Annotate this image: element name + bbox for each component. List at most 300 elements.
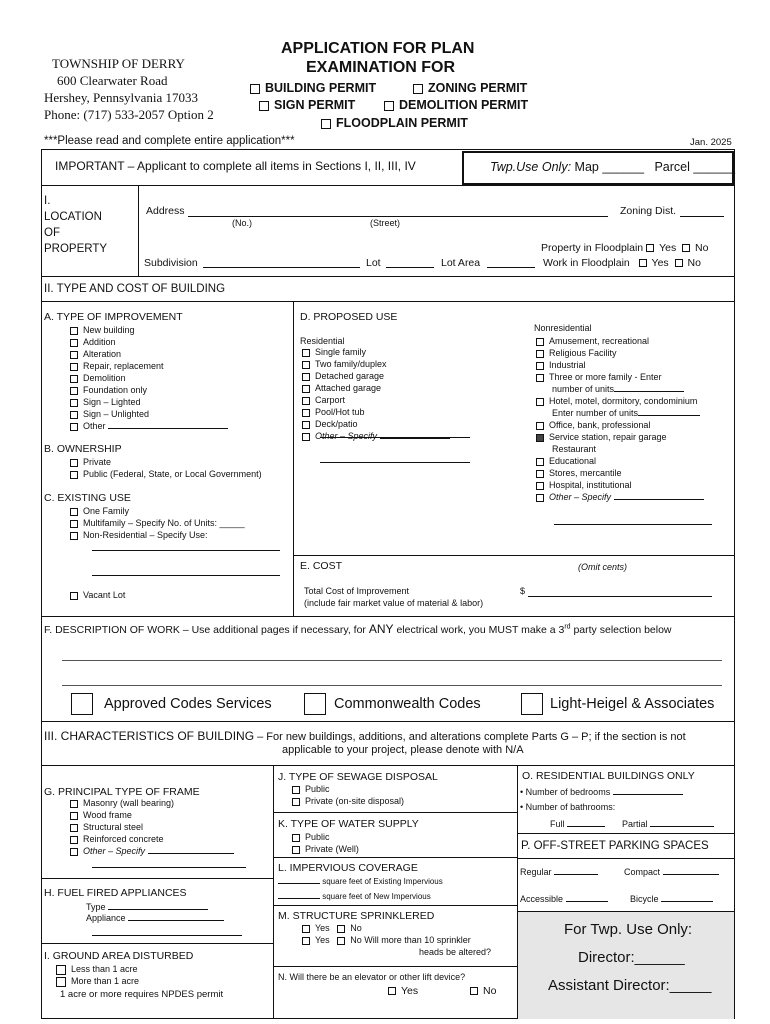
building-permit-checkbox[interactable] <box>250 84 260 94</box>
parking-regular-row <box>520 867 598 877</box>
res-deck[interactable] <box>302 418 450 430</box>
floodplain-question-row <box>541 242 708 254</box>
npdes-note: 1 acre or more requires NPDES permit <box>60 989 224 1000</box>
option-label: Hospital, institutional <box>549 480 632 490</box>
floodplain-no-label: No <box>695 242 709 254</box>
appliance-field-2[interactable] <box>92 935 242 936</box>
sign-permit-label: SIGN PERMIT <box>274 98 356 112</box>
option-label: New building <box>83 325 135 335</box>
bedrooms-field[interactable] <box>613 793 683 795</box>
address-street-caption: (Street) <box>370 218 401 228</box>
frame-other-field[interactable] <box>148 852 234 854</box>
checkbox[interactable] <box>70 471 78 479</box>
option-label: Public <box>305 832 330 842</box>
res-single-family[interactable] <box>302 346 450 358</box>
hotel-units-field[interactable] <box>638 414 700 416</box>
checkbox[interactable] <box>302 385 310 393</box>
zoning-dist-field[interactable] <box>680 216 724 217</box>
type-improvement-title: A. TYPE OF IMPROVEMENT <box>44 311 183 323</box>
omit-cents-note: (Omit cents) <box>578 562 628 572</box>
existing-use-title: C. EXISTING USE <box>44 492 131 504</box>
heads-yes-label: Yes <box>315 935 330 945</box>
permit-demolition-option[interactable] <box>384 98 528 112</box>
checkbox[interactable] <box>56 965 66 975</box>
res-pool[interactable] <box>302 406 450 418</box>
checkbox[interactable] <box>70 399 78 407</box>
appliance-row <box>86 913 224 923</box>
residential-only-title: O. RESIDENTIAL BUILDINGS ONLY <box>522 770 695 782</box>
floodplain-yes-label: Yes <box>659 242 677 254</box>
description-text-a: F. DESCRIPTION OF WORK – Use additional pages if necessary, for <box>44 624 369 636</box>
res-other-field-2[interactable] <box>320 437 470 438</box>
twp-use-row <box>490 160 735 174</box>
nonres-religious[interactable] <box>536 347 704 359</box>
nonres-other-field[interactable] <box>614 498 704 500</box>
nonres-office[interactable] <box>536 419 704 431</box>
checkbox[interactable] <box>536 434 544 442</box>
frame-other[interactable] <box>70 845 234 857</box>
sprinklered-no-checkbox[interactable] <box>337 925 345 933</box>
option-label: Masonry (wall bearing) <box>83 798 175 808</box>
existing-multifamily[interactable] <box>70 517 245 529</box>
res-attached-garage[interactable] <box>302 382 450 394</box>
sewage-public[interactable] <box>292 783 404 795</box>
twp-use-only-title: For Twp. Use Only: <box>564 921 693 938</box>
total-cost-field[interactable] <box>528 596 712 597</box>
option-label: Wood frame <box>83 810 132 820</box>
full-bath-row <box>550 819 605 829</box>
heads-no-checkbox[interactable] <box>337 937 345 945</box>
option-label: Amusement, recreational <box>549 336 650 346</box>
frame-masonry[interactable] <box>70 797 234 809</box>
option-label: Pool/Hot tub <box>315 407 365 417</box>
checkbox[interactable] <box>302 397 310 405</box>
nonres-stores[interactable] <box>536 467 704 479</box>
work-floodplain-row <box>543 257 701 269</box>
new-impervious-label: square feet of New Impervious <box>322 892 431 901</box>
option-label: Attached garage <box>315 383 382 393</box>
section2-title: II. TYPE AND COST OF BUILDING <box>44 283 226 295</box>
elevator-yes-checkbox[interactable] <box>388 987 396 995</box>
section1-label-line3: PROPERTY <box>44 243 108 255</box>
section1-label-line1: LOCATION <box>44 211 102 223</box>
parking-accessible-row <box>520 894 608 904</box>
checkbox[interactable] <box>536 482 544 490</box>
partial-bath-field[interactable] <box>650 825 714 827</box>
checkbox[interactable] <box>302 421 310 429</box>
ownership-public[interactable] <box>70 468 262 480</box>
elevator-yes-label: Yes <box>401 985 419 997</box>
parking-accessible-field[interactable] <box>566 900 608 902</box>
checkbox[interactable] <box>302 349 310 357</box>
res-carport[interactable] <box>302 394 450 406</box>
nonres-use-field-1[interactable] <box>92 550 280 551</box>
improvement-sign-unlighted[interactable] <box>70 408 228 420</box>
sewage-list <box>292 783 404 807</box>
ownership-list <box>70 456 262 480</box>
checkbox[interactable] <box>292 798 300 806</box>
floodplain-no-checkbox[interactable] <box>682 244 690 252</box>
frame-type-list <box>70 797 234 857</box>
partial-bath-row <box>622 819 714 829</box>
sprinklered-row-1 <box>302 923 362 933</box>
nonres-restaurant <box>536 443 704 455</box>
form-title-line1: APPLICATION FOR PLAN <box>281 40 475 57</box>
option-label: Public (Federal, State, or Local Government) <box>83 469 262 479</box>
option-label: One Family <box>83 506 130 516</box>
nonres-educational[interactable] <box>536 455 704 467</box>
fuel-appliances-title: H. FUEL FIRED APPLIANCES <box>44 887 187 899</box>
existing-impervious-field[interactable] <box>278 882 320 884</box>
frame-type-title: G. PRINCIPAL TYPE OF FRAME <box>44 786 200 798</box>
option-label: Other – Specify <box>315 431 378 441</box>
sprinklered-title: M. STRUCTURE SPRINKLERED <box>278 910 435 922</box>
option-label: Sign – Lighted <box>83 397 141 407</box>
building-permit-label: BUILDING PERMIT <box>265 81 377 95</box>
option-label: Structural steel <box>83 822 144 832</box>
form-title-line2: EXAMINATION FOR <box>306 59 456 76</box>
ground-area-list <box>56 963 139 987</box>
lot-area-label: Lot Area <box>441 257 481 269</box>
zoning-permit-label: ZONING PERMIT <box>428 81 528 95</box>
sprinklered-yes-checkbox[interactable] <box>302 925 310 933</box>
option-label: Sign – Unlighted <box>83 409 150 419</box>
checkbox[interactable] <box>70 824 78 832</box>
dollar-sign: $ <box>520 586 526 596</box>
checkbox[interactable] <box>70 836 78 844</box>
twp-map-field[interactable]: Map ______ <box>574 160 645 174</box>
partial-bath-label: Partial <box>622 819 648 829</box>
checkbox[interactable] <box>70 387 78 395</box>
water-private[interactable] <box>292 843 359 855</box>
improvement-alteration[interactable] <box>70 348 228 360</box>
total-cost-label: Total Cost of Improvement <box>304 586 410 596</box>
option-label: Stores, mercantile <box>549 468 622 478</box>
parking-bicycle-row <box>630 894 713 904</box>
sewage-title: J. TYPE OF SEWAGE DISPOSAL <box>278 771 438 783</box>
vacant-lot-label: Vacant Lot <box>83 590 126 600</box>
checkbox[interactable] <box>536 362 544 370</box>
checkbox[interactable] <box>292 786 300 794</box>
vacant-lot-option[interactable] <box>70 590 125 600</box>
checkbox[interactable] <box>536 374 544 382</box>
commonwealth-codes-checkbox[interactable] <box>304 693 326 715</box>
work-floodplain-yes-label: Yes <box>651 257 669 269</box>
description-text-b: electrical work, you MUST make a 3 <box>393 624 565 636</box>
fuel-type-field[interactable] <box>108 908 208 910</box>
ground-less-than-1-acre[interactable] <box>56 963 139 975</box>
option-label: Alteration <box>83 349 122 359</box>
floodplain-permit-checkbox[interactable] <box>321 119 331 129</box>
fuel-type-row <box>86 902 208 912</box>
improvement-new-building[interactable] <box>70 324 228 336</box>
res-other-field-3[interactable] <box>320 462 470 463</box>
checkbox[interactable] <box>536 338 544 346</box>
checkbox[interactable] <box>70 532 78 540</box>
ownership-private[interactable] <box>70 456 262 468</box>
approved-codes-checkbox[interactable] <box>71 693 93 715</box>
option-label: Three or more family - Enter <box>549 372 662 382</box>
parking-regular-field[interactable] <box>554 873 598 875</box>
commonwealth-codes-label: Commonwealth Codes <box>334 696 481 712</box>
lot-area-field[interactable] <box>487 267 535 268</box>
nonresidential-label: Nonresidential <box>534 323 592 333</box>
checkbox[interactable] <box>70 375 78 383</box>
section3-title-line2: applicable to your project, please denote with N/A <box>282 744 524 756</box>
township-name: TOWNSHIP OF DERRY <box>52 56 185 71</box>
vacant-lot-checkbox[interactable] <box>70 592 78 600</box>
option-label: Less than 1 acre <box>71 964 138 974</box>
checkbox[interactable] <box>70 423 78 431</box>
nonres-service-station[interactable] <box>536 431 704 443</box>
sewage-private[interactable] <box>292 795 404 807</box>
zoning-dist-label: Zoning Dist. <box>620 205 677 217</box>
improvement-addition[interactable] <box>70 336 228 348</box>
option-label: number of units <box>552 384 615 394</box>
proposed-use-title: D. PROPOSED USE <box>300 311 398 323</box>
checkbox[interactable] <box>70 459 78 467</box>
new-impervious-row <box>278 892 431 901</box>
parking-regular-label: Regular <box>520 867 552 877</box>
checkbox[interactable] <box>70 339 78 347</box>
sprinkler-heads-row <box>302 935 471 945</box>
sprinkler-heads-question: Will more than 10 sprinkler <box>364 935 471 945</box>
subdivision-field[interactable] <box>203 267 360 268</box>
option-label: Demolition <box>83 373 126 383</box>
checkbox[interactable] <box>536 422 544 430</box>
option-label: Private (Well) <box>305 844 359 854</box>
improvement-other[interactable] <box>70 420 228 432</box>
nonres-other-field-2[interactable] <box>554 524 712 525</box>
res-detached-garage[interactable] <box>302 370 450 382</box>
full-bath-label: Full <box>550 819 565 829</box>
permit-sign-option[interactable] <box>259 98 355 112</box>
checkbox[interactable] <box>536 494 544 502</box>
impervious-title: L. IMPERVIOUS COVERAGE <box>278 862 418 874</box>
option-label: Other – Specify <box>549 492 612 502</box>
checkbox[interactable] <box>70 812 78 820</box>
nonres-industrial[interactable] <box>536 359 704 371</box>
checkbox[interactable] <box>536 470 544 478</box>
township-phone: Phone: (717) 533-2057 Option 2 <box>44 107 214 122</box>
existing-use-list <box>70 505 245 541</box>
subdivision-label: Subdivision <box>144 257 198 269</box>
frame-concrete[interactable] <box>70 833 234 845</box>
checkbox[interactable] <box>302 433 310 441</box>
option-label: Public <box>305 784 330 794</box>
heads-no-label: No <box>350 935 362 945</box>
sprinklered-yes-label: Yes <box>315 923 330 933</box>
improvement-other-field[interactable] <box>108 427 228 429</box>
appliance-field[interactable] <box>128 919 224 921</box>
existing-nonresidential[interactable] <box>70 529 245 541</box>
nonres-hospital[interactable] <box>536 479 704 491</box>
description-of-work <box>44 622 672 636</box>
floodplain-question: Property in Floodplain <box>541 242 644 254</box>
checkbox[interactable] <box>70 327 78 335</box>
nonres-units-row <box>536 383 704 395</box>
section3-title <box>44 729 686 743</box>
permit-building-option[interactable] <box>250 81 376 95</box>
lot-label: Lot <box>366 257 381 269</box>
address-field[interactable] <box>188 216 608 217</box>
parking-bicycle-field[interactable] <box>661 900 713 902</box>
sprinkler-heads-question-2: heads be altered? <box>419 947 492 957</box>
nonres-other[interactable] <box>536 491 704 503</box>
nonres-three-family[interactable] <box>536 371 704 383</box>
nonres-amusement[interactable] <box>536 335 704 347</box>
checkbox[interactable] <box>70 411 78 419</box>
heads-yes-checkbox[interactable] <box>302 937 310 945</box>
sign-permit-checkbox[interactable] <box>259 101 269 111</box>
checkbox[interactable] <box>56 977 66 987</box>
nonres-use-field-2[interactable] <box>92 575 280 576</box>
permit-zoning-option[interactable] <box>413 81 527 95</box>
important-notice: IMPORTANT – Applicant to complete all items in Sections I, II, III, IV <box>55 159 416 173</box>
elevator-yes-option[interactable] <box>388 985 418 997</box>
option-label: Private <box>83 457 112 467</box>
checkbox[interactable] <box>70 520 78 528</box>
ground-more-than-1-acre[interactable] <box>56 975 139 987</box>
elevator-no-option[interactable] <box>470 985 496 997</box>
checkbox[interactable] <box>292 834 300 842</box>
ground-area-title: I. GROUND AREA DISTURBED <box>44 950 194 962</box>
ownership-title: B. OWNERSHIP <box>44 443 122 455</box>
section3-title-main: III. CHARACTERISTICS OF BUILDING <box>44 729 255 743</box>
existing-impervious-row <box>278 877 443 886</box>
checkbox[interactable] <box>70 848 78 856</box>
improvement-repair[interactable] <box>70 360 228 372</box>
option-label: Two family/duplex <box>315 359 387 369</box>
frame-wood[interactable] <box>70 809 234 821</box>
option-label: Educational <box>549 456 597 466</box>
option-label: Addition <box>83 337 116 347</box>
checkbox[interactable] <box>70 351 78 359</box>
elevator-no-checkbox[interactable] <box>470 987 478 995</box>
total-cost-note: (include fair market value of material & labor) <box>304 598 484 608</box>
option-label: More than 1 acre <box>71 976 140 986</box>
twp-use-label: Twp.Use Only: <box>490 160 572 174</box>
existing-impervious-label: square feet of Existing Impervious <box>322 877 443 886</box>
address-label: Address <box>146 205 185 217</box>
cost-title: E. COST <box>300 560 343 572</box>
option-label: Non-Residential – Specify Use: <box>83 530 208 540</box>
parking-compact-row <box>624 867 719 877</box>
checkbox[interactable] <box>536 398 544 406</box>
option-label: Restaurant <box>552 444 597 454</box>
frame-other-field-2[interactable] <box>92 867 246 868</box>
work-floodplain-yes-checkbox[interactable] <box>639 259 647 267</box>
checkbox[interactable] <box>302 373 310 381</box>
water-public[interactable] <box>292 831 359 843</box>
permit-floodplain-option[interactable] <box>321 116 468 130</box>
checkbox[interactable] <box>536 350 544 358</box>
demolition-permit-checkbox[interactable] <box>384 101 394 111</box>
township-city: Hershey, Pennsylvania 17033 <box>44 90 199 105</box>
option-label: Private (on-site disposal) <box>305 796 405 806</box>
elevator-question: N. Will there be an elevator or other lift device? <box>278 972 466 982</box>
checkbox[interactable] <box>292 846 300 854</box>
nonres-hotel-units-row <box>536 407 704 419</box>
res-two-family[interactable] <box>302 358 450 370</box>
checkbox[interactable] <box>70 508 78 516</box>
sprinklered-no-label: No <box>350 923 362 933</box>
section3-title-rest: – For new buildings, additions, and alterations complete Parts G – P; if the section is not <box>254 731 686 743</box>
description-line-1[interactable] <box>62 660 722 661</box>
frame-steel[interactable] <box>70 821 234 833</box>
residential-label: Residential <box>300 336 345 346</box>
option-label: Single family <box>315 347 367 357</box>
water-supply-list <box>292 831 359 855</box>
director-field[interactable]: Director:______ <box>578 949 685 966</box>
full-bath-field[interactable] <box>567 825 605 827</box>
option-label: Carport <box>315 395 346 405</box>
parking-title: P. OFF-STREET PARKING SPACES <box>521 840 709 852</box>
units-field[interactable] <box>614 390 684 392</box>
checkbox[interactable] <box>302 361 310 369</box>
residential-list <box>302 346 450 442</box>
floodplain-permit-label: FLOODPLAIN PERMIT <box>336 116 468 130</box>
improvement-foundation[interactable] <box>70 384 228 396</box>
option-label: Service station, repair garage <box>549 432 667 442</box>
parking-compact-field[interactable] <box>663 873 719 875</box>
option-label: Hotel, motel, dormitory, condominium <box>549 396 698 406</box>
option-label: Repair, replacement <box>83 361 164 371</box>
nonres-hotel[interactable] <box>536 395 704 407</box>
work-floodplain-no-checkbox[interactable] <box>675 259 683 267</box>
floodplain-yes-checkbox[interactable] <box>646 244 654 252</box>
section1-label-line2: OF <box>44 227 60 239</box>
option-label: Multifamily – Specify No. of Units: _____ <box>83 518 245 528</box>
read-notice: ***Please read and complete entire application*** <box>44 135 295 147</box>
existing-one-family[interactable] <box>70 505 245 517</box>
improvement-sign-lighted[interactable] <box>70 396 228 408</box>
checkbox[interactable] <box>70 800 78 808</box>
demolition-permit-label: DEMOLITION PERMIT <box>399 98 529 112</box>
improvement-demolition[interactable] <box>70 372 228 384</box>
description-text-c: party selection below <box>570 624 672 636</box>
option-label: Reinforced concrete <box>83 834 164 844</box>
elevator-no-label: No <box>483 985 497 997</box>
checkbox[interactable] <box>70 363 78 371</box>
option-label: Other – Specify <box>83 846 146 856</box>
option-label: Other <box>83 421 106 431</box>
water-supply-title: K. TYPE OF WATER SUPPLY <box>278 818 419 830</box>
parking-accessible-label: Accessible <box>520 894 564 904</box>
bedrooms-label: • Number of bedrooms <box>520 787 611 797</box>
checkbox[interactable] <box>302 409 310 417</box>
township-address: 600 Clearwater Road <box>57 73 168 88</box>
lot-field[interactable] <box>386 267 434 268</box>
bedrooms-row <box>520 787 683 797</box>
twp-parcel-field[interactable]: Parcel ______ <box>654 160 736 174</box>
parking-bicycle-label: Bicycle <box>630 894 659 904</box>
option-label: Deck/patio <box>315 419 358 429</box>
assistant-director-field[interactable]: Assistant Director:_____ <box>548 977 712 994</box>
fuel-type-label: Type <box>86 902 106 912</box>
new-impervious-field[interactable] <box>278 897 320 899</box>
type-improvement-list <box>70 324 228 432</box>
zoning-permit-checkbox[interactable] <box>413 84 423 94</box>
work-floodplain-no-label: No <box>687 257 701 269</box>
work-floodplain-question: Work in Floodplain <box>543 257 630 269</box>
checkbox[interactable] <box>536 458 544 466</box>
light-heigel-checkbox[interactable] <box>521 693 543 715</box>
res-other[interactable] <box>302 430 450 442</box>
description-line-2[interactable] <box>62 685 722 686</box>
approved-codes-label: Approved Codes Services <box>104 696 272 712</box>
option-label: Religious Facility <box>549 348 617 358</box>
